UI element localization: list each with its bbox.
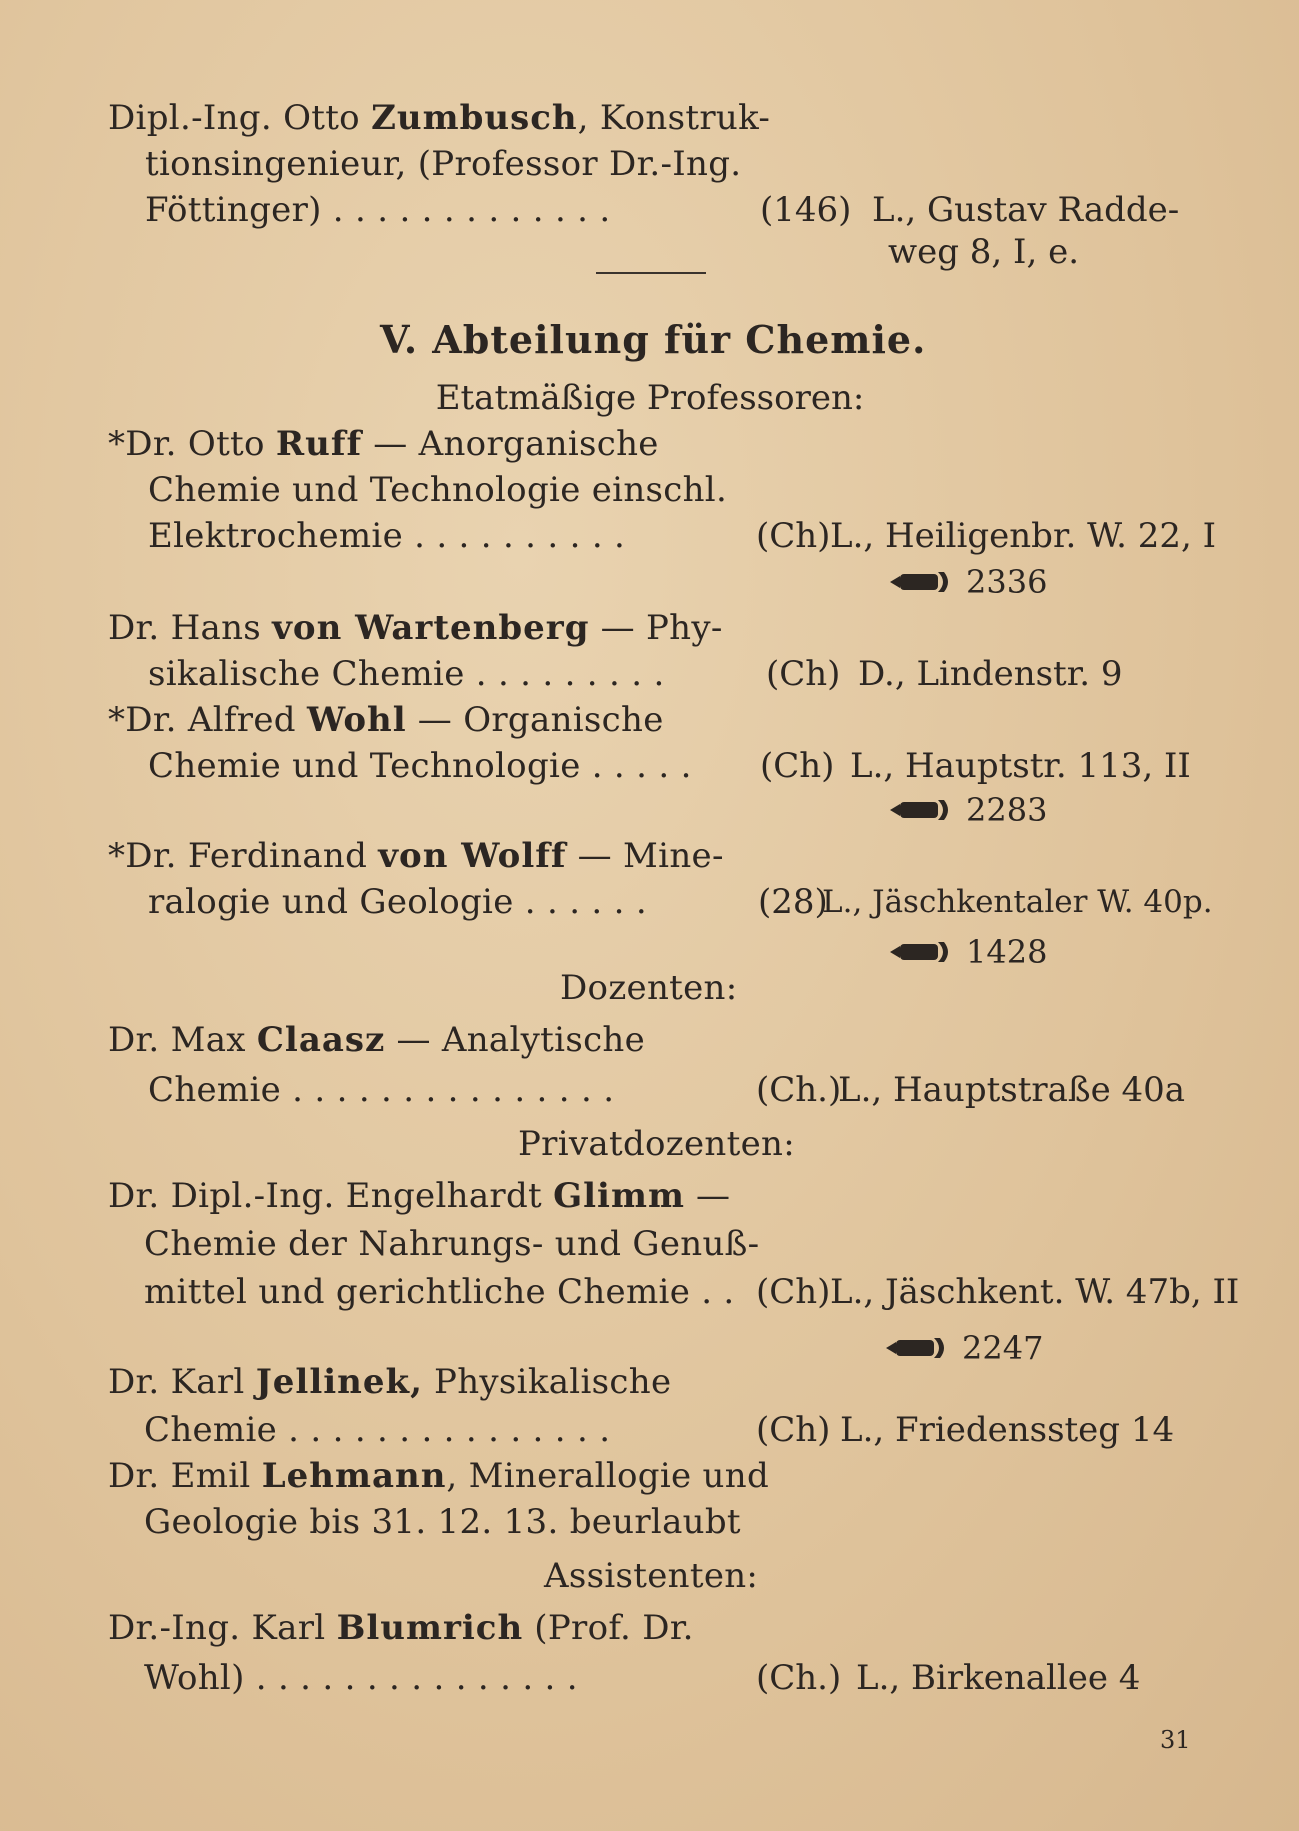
text: — Organische [406,700,664,740]
address: L., Heiligenbr. W. 22, I [830,516,1217,556]
text: , Konstruk- [577,98,771,138]
privatdozenten-heading: Privatdozenten: [518,1124,795,1164]
text: Dr. Dipl.-Ing. Engelhardt [108,1176,554,1216]
text: *Dr. Alfred [108,700,307,740]
phone-number: 2283 [966,791,1048,829]
telephone-icon [888,938,958,966]
page-number: 31 [1160,1726,1191,1754]
phone-entry [888,562,1047,602]
room-number: (Ch) [766,654,841,694]
text: — Phy- [589,608,723,648]
person-name: Blumrich [336,1608,524,1648]
address-line1: L., Gustav Radde- [872,190,1180,230]
entry-jellinek-line1 [108,1360,671,1404]
entry-zumbusch-line3: Föttinger) . . . . . . . . . . . . . [145,190,611,230]
person-name: Glimm [553,1176,685,1216]
telephone-icon [884,1334,954,1362]
entry-ruff-line2: Chemie und Technologie einschl. [148,470,728,510]
text: — Anorganische [362,424,659,464]
divider [596,272,706,274]
person-name: Zumbusch [371,98,578,138]
text: Dr.-Ing. Karl [108,1608,337,1648]
entry-wohl-line2: Chemie und Technologie . . . . . [148,746,692,786]
entry-claasz-line2: Chemie . . . . . . . . . . . . . . . [148,1070,615,1110]
dozenten-heading: Dozenten: [560,968,738,1008]
entry-wartenberg-line2: sikalische Chemie . . . . . . . . . [148,654,665,694]
text: *Dr. Ferdinand [108,836,379,876]
professors-heading: Etatmäßige Professoren: [435,378,865,418]
entry-zumbusch-line1 [108,96,770,140]
room-number: (Ch) [756,1410,831,1450]
person-name: Wohl [306,700,407,740]
entry-glimm-line1 [108,1174,730,1218]
phone-number: 1428 [966,933,1048,971]
address-line2: weg 8, I, e. [888,232,1080,272]
entry-wolff-line1 [108,834,724,878]
entry-wohl-line1 [108,698,664,742]
entry-blumrich-line2: Wohl) . . . . . . . . . . . . . . . [144,1658,578,1698]
text: Dr. Max [108,1020,257,1060]
text: Dr. Emil [108,1456,262,1496]
entry-ruff-line1 [108,422,659,466]
room-number: (Ch.) [756,1070,842,1110]
phone-entry [888,790,1047,830]
entry-wartenberg-line1 [108,606,723,650]
address: L., Friedenssteg 14 [840,1410,1175,1450]
telephone-icon [888,568,958,596]
section-title: V. Abteilung für Chemie. [380,317,927,362]
person-name: von Wartenberg [272,608,590,648]
address: L., Jäschkentaler W. 40p. [822,884,1213,920]
address: D., Lindenstr. 9 [858,654,1123,694]
text: — Analytische [385,1020,646,1060]
person-name: Lehmann [261,1456,447,1496]
phone-number: 2247 [962,1329,1044,1367]
entry-jellinek-line2: Chemie . . . . . . . . . . . . . . . [144,1410,611,1450]
assistenten-heading: Assistenten: [544,1556,759,1596]
address: L., Hauptstraße 40a [838,1070,1186,1110]
room-number: (Ch.) [756,1658,842,1698]
entry-lehmann-line1 [108,1454,769,1498]
room-number: (Ch) [756,516,831,556]
telephone-icon [888,796,958,824]
person-name: von Wolff [378,836,567,876]
entry-lehmann-line2: Geologie bis 31. 12. 13. beurlaubt [144,1502,741,1542]
address: L., Birkenallee 4 [856,1658,1141,1698]
room-number: (Ch) [760,746,835,786]
entry-zumbusch-line2: tionsingenieur, (Professor Dr.-Ing. [145,144,742,184]
phone-entry [888,932,1047,972]
text: Physikalische [422,1362,672,1402]
person-name: Ruff [275,424,363,464]
text: , Minerallogie und [446,1456,770,1496]
entry-glimm-line3: mittel und gerichtliche Chemie . . [144,1272,735,1312]
text: — Mine- [566,836,724,876]
entry-claasz-line1 [108,1018,645,1062]
entry-wolff-line2: ralogie und Geologie . . . . . . [148,882,647,922]
room-number: (146) [760,190,852,230]
room-number: (28) [758,882,828,922]
address: L., Jäschkent. W. 47b, II [830,1272,1240,1312]
text: — [684,1176,731,1216]
text: Dipl.-Ing. Otto [108,98,372,138]
text: (Prof. Dr. [523,1608,694,1648]
phone-number: 2336 [966,563,1048,601]
text: Dr. Karl [108,1362,256,1402]
entry-glimm-line2: Chemie der Nahrungs- und Genuß- [144,1224,760,1264]
entry-blumrich-line1 [108,1606,694,1650]
entry-ruff-line3: Elektrochemie . . . . . . . . . . [148,516,626,556]
address: L., Hauptstr. 113, II [850,746,1191,786]
text: *Dr. Otto [108,424,276,464]
phone-entry [884,1328,1043,1368]
person-name: Jellinek, [255,1362,423,1402]
text: Dr. Hans [108,608,273,648]
person-name: Claasz [256,1020,386,1060]
room-number: (Ch) [756,1272,831,1312]
